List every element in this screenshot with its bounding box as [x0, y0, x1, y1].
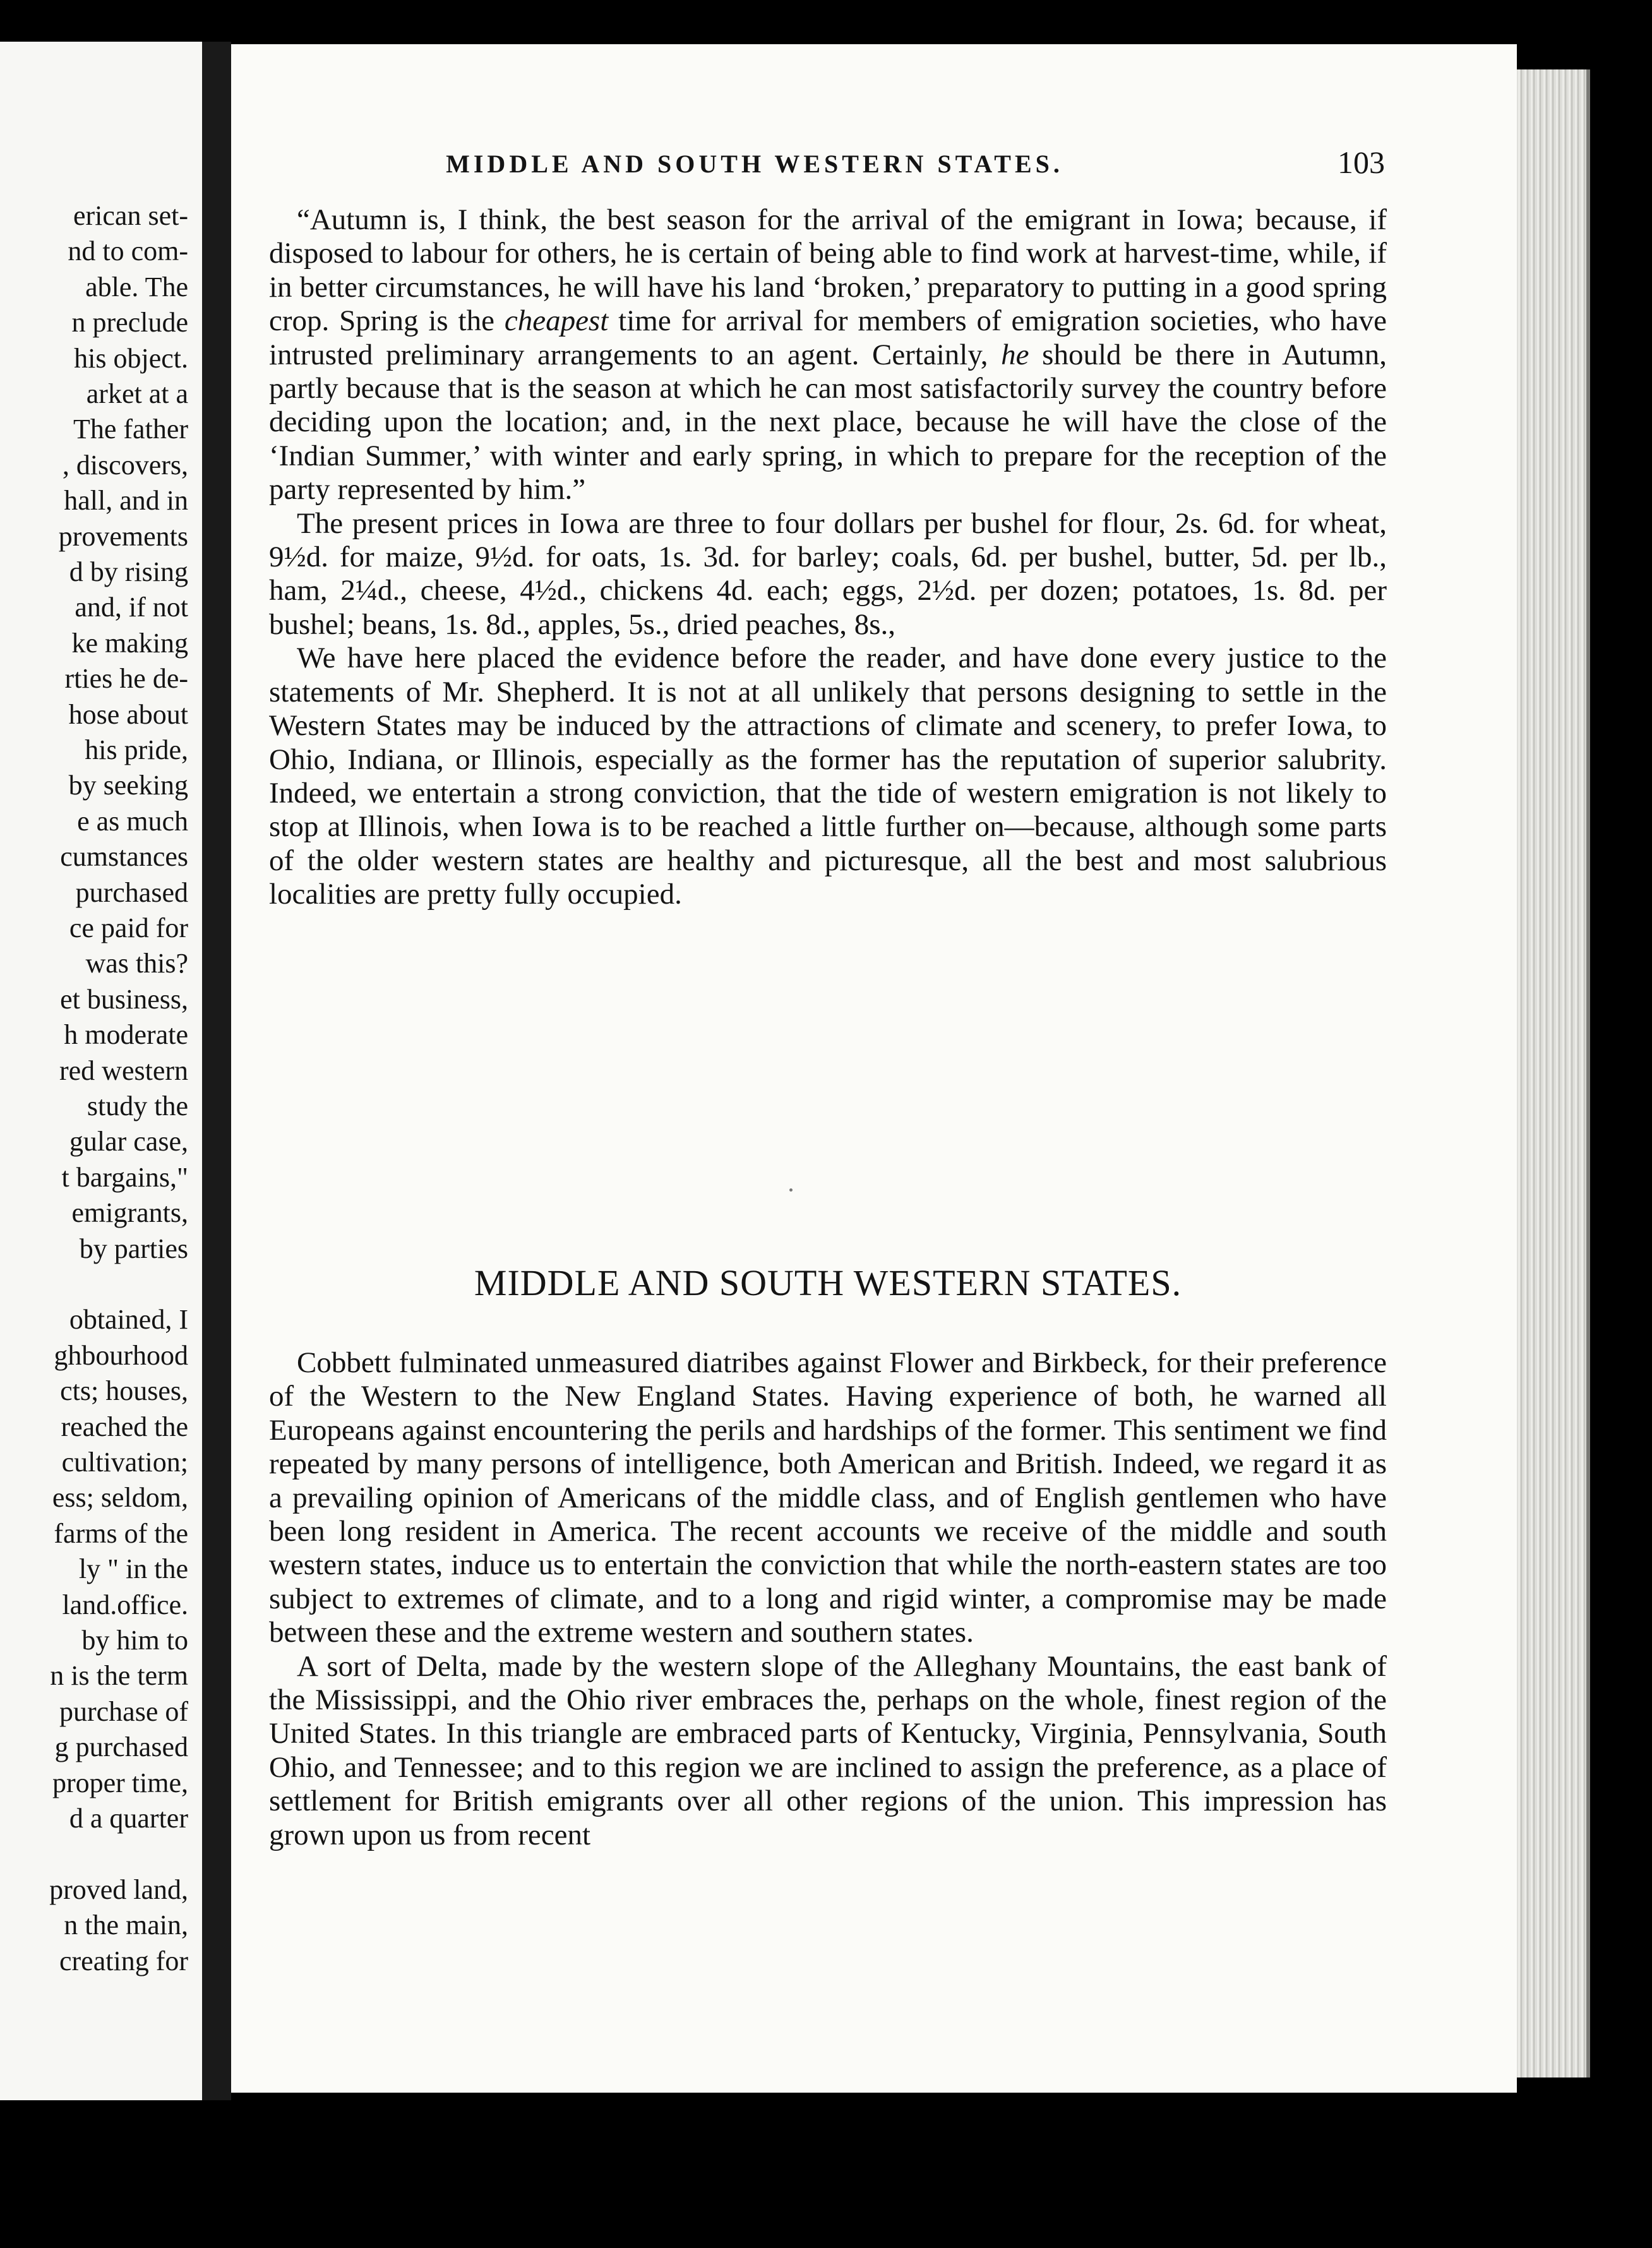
- left-page-line: d by rising: [69, 556, 188, 587]
- left-page-line: purchase of: [59, 1695, 188, 1727]
- left-page-line: erican set-: [73, 200, 188, 231]
- emphasis-cheapest: cheapest: [504, 304, 609, 338]
- left-page-line: The father: [73, 414, 188, 445]
- page-edges: [1517, 69, 1590, 2078]
- left-page-line: ess; seldom,: [52, 1482, 188, 1514]
- left-page-line: g purchased: [54, 1731, 188, 1763]
- emphasis-he: he: [1001, 338, 1029, 371]
- left-page-line: and, if not: [75, 592, 188, 623]
- left-page-line: study the: [87, 1091, 188, 1121]
- left-page-line: provements: [58, 520, 188, 552]
- left-page-line: ly " in the: [78, 1553, 188, 1585]
- left-page-line: was this?: [85, 948, 188, 979]
- left-page-line: his object.: [74, 342, 188, 374]
- left-page-line: land.office.: [62, 1589, 188, 1620]
- left-page-line: n the main,: [64, 1910, 188, 1941]
- left-page-line: by him to: [81, 1625, 188, 1656]
- left-page-line: proper time,: [52, 1767, 188, 1798]
- left-page-line: creating for: [59, 1945, 188, 1976]
- paragraph-prices: The present prices in Iowa are three to four dollars per bushel for flour, 2s. 6d. for wheat, 9½d. for maize, 9½d. for oats, 1s. 3d. for barley; coals, 6d. per bushel, butter, 5d. per lb., ham, 2¼d., cheese, 4½d., chickens 4d. each; eggs, 2½d. per dozen; potatoes, 1s. 8d. per bushel; beans, 1s. 8d., apples, 5s., dried peaches, 8s.,: [269, 506, 1387, 641]
- left-page-line: proved land,: [49, 1874, 188, 1905]
- left-page-line: his pride,: [85, 734, 188, 765]
- running-head: MIDDLE AND SOUTH WESTERN STATES.: [446, 150, 1063, 178]
- left-page-line: et business,: [60, 983, 188, 1015]
- left-page-line: h moderate: [64, 1019, 188, 1051]
- left-page-line: obtained, I: [69, 1304, 188, 1336]
- left-page-line: able. The: [85, 271, 188, 302]
- quote-text-2: time for arrival for members of emigration societies, who have intrusted preliminary arrangements to an agent. Certainly,: [269, 304, 1387, 371]
- text-block-upper: [269, 203, 1387, 912]
- left-page-line: reached the: [61, 1411, 188, 1442]
- left-page-line: farms of the: [54, 1517, 188, 1549]
- paragraph-cobbett: Cobbett fulminated unmeasured diatribes against Flower and Birkbeck, for their preference of the Western to the New England States. Having experience of both, he warned all Europeans against encountering the perils and hardships of the former. This sentiment we find repeated by many persons of intelligence, both American and British. Indeed, we regard it as a prevailing opinion of Americans of the middle class, and of English gentlemen who have been long resident in America. The recent accounts we receive of the middle and south western states, induce us to entertain the conviction that while the north-eastern states are too subject to extremes of climate, and to a long and rigid winter, a compromise may be made between these and the extreme western and southern states.: [269, 1346, 1387, 1649]
- paragraph-delta: A sort of Delta, made by the western slope of the Alleghany Mountains, the east bank of the Mississippi, and the Ohio river embraces the, perhaps on the whole, finest region of the United States. In this triangle are embraced parts of Kentucky, Virginia, Pennsylvania, South Ohio, and Tennessee; and to this region we are inclined to assign the preference, as a place of settlement for British emigrants over all other regions of the union. This impression has grown upon us from recent: [269, 1649, 1387, 1851]
- left-page-line: d a quarter: [69, 1803, 188, 1834]
- left-page-line: n is the term: [50, 1660, 188, 1692]
- page-number: 103: [1338, 145, 1385, 180]
- quote-text-1: “Autumn is, I think, the best season for the arrival of the emigrant in Iowa; because, if disposed to labour for others, he is certain of being able to find work at harvest-time, while, if in better circumstances, he will have his land ‘broken,’ preparatory to putting in a good spring crop. Spring is the: [269, 203, 1387, 338]
- quote-text-3: should be there in Autumn, partly because that is the season at which he can most satisfactorily survey the country before deciding upon the location; and, in the next place, because he will have the close of the ‘Indian Summer,’ with winter and early spring, in which to prepare for the reception of the party represented by him.”: [269, 338, 1387, 506]
- paragraph-quote: [269, 203, 1387, 507]
- left-page-line: ke making: [71, 627, 188, 659]
- left-page-line: cumstances: [60, 841, 188, 873]
- book-gutter: [202, 42, 231, 2100]
- left-page-line: purchased: [75, 876, 188, 908]
- left-page-line: arket at a: [86, 378, 188, 409]
- left-page-line: e as much: [77, 805, 188, 837]
- left-page-line: ghbourhood: [54, 1339, 188, 1371]
- print-speck: [789, 1188, 793, 1192]
- left-page-fragment: [0, 42, 202, 2100]
- section-heading: MIDDLE AND SOUTH WESTERN STATES.: [474, 1262, 1182, 1303]
- left-page-line: by seeking: [68, 770, 188, 801]
- left-page-line: by parties: [79, 1233, 188, 1264]
- left-page-line: emigrants,: [71, 1197, 188, 1229]
- paragraph-evidence: We have here placed the evidence before the reader, and have done every justice to the statements of Mr. Shepherd. It is not at all unlikely that persons designing to settle in the Western States may be induced by the attractions of climate and scenery, to prefer Iowa, to Ohio, Indiana, or Illinois, especially as the former has the reputation of superior salubrity. Indeed, we entertain a strong conviction, that the tide of western emigration is not likely to stop at Illinois, when Iowa is to be reached a little further on—because, although some parts of the older western states are healthy and picturesque, all the best and most salubrious localities are pretty fully occupied.: [269, 642, 1387, 911]
- left-page-line: nd to com-: [68, 236, 188, 267]
- text-block-lower: [269, 1346, 1387, 1852]
- left-page-line: red western: [59, 1055, 188, 1086]
- left-page-line: cts; houses,: [60, 1375, 188, 1407]
- left-page-line: , discovers,: [62, 449, 188, 481]
- left-page-line: t bargains,": [61, 1161, 188, 1193]
- left-page-line: hall, and in: [64, 485, 188, 517]
- left-page-line: ce paid for: [69, 912, 188, 943]
- left-page-line: n preclude: [71, 307, 188, 338]
- left-page-line: hose about: [68, 698, 188, 730]
- left-page-line: rties he de-: [64, 663, 188, 695]
- left-page-line: gular case,: [69, 1126, 188, 1157]
- left-page-line: cultivation;: [61, 1447, 188, 1478]
